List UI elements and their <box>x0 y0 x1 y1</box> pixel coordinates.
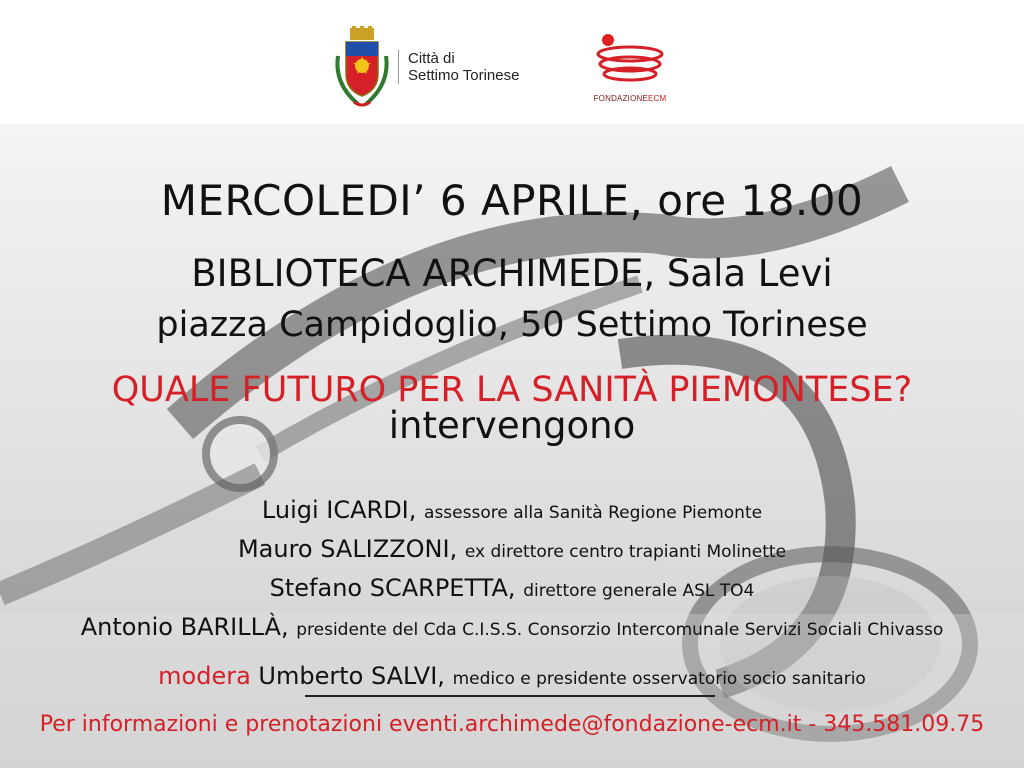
speaker-item <box>0 613 1024 641</box>
speaker-name: Stefano SCARPETTA, <box>269 574 516 602</box>
logo-header <box>0 0 1024 124</box>
city-name <box>408 50 519 84</box>
city-name-line1: Città di <box>408 50 455 67</box>
fondazione-ecm-logo-icon <box>588 28 672 88</box>
speaker-role: assessore alla Sanità Regione Piemonte <box>424 503 763 523</box>
speaker-name: Luigi ICARDI, <box>261 496 417 524</box>
info-contact[interactable]: Per informazioni e prenotazioni eventi.archimede@fondazione-ecm.it - 345.581.09.75 <box>39 712 985 737</box>
fond-name: FONDAZIONE <box>593 94 649 103</box>
fond-ecm-cm: CM <box>653 94 667 103</box>
moderator-name: Umberto SALVI, <box>258 662 445 690</box>
speaker-role: direttore generale ASL TO4 <box>523 581 755 601</box>
event-address: piazza Campidoglio, 50 Settimo Torinese <box>156 305 868 345</box>
moderator-line <box>0 662 1024 690</box>
fondazione-ecm-name <box>588 94 672 103</box>
city-coat-of-arms-icon <box>330 26 394 110</box>
speaker-item <box>0 496 1024 524</box>
event-venue: BIBLIOTECA ARCHIMEDE, Sala Levi <box>191 252 833 295</box>
speakers-intro: intervengono <box>388 404 636 447</box>
speaker-role: presidente del Cda C.I.S.S. Consorzio Intercomunale Servizi Sociali Chivasso <box>296 620 944 640</box>
speaker-item <box>0 574 1024 602</box>
divider-rule <box>305 695 715 697</box>
fond-ecm-e: E <box>648 94 654 103</box>
moderator-role: medico e presidente osservatorio socio sanitario <box>452 669 866 689</box>
city-name-line2: Settimo Torinese <box>408 67 520 84</box>
event-title: QUALE FUTURO PER LA SANITÀ PIEMONTESE? <box>111 370 913 410</box>
speaker-name: Mauro SALIZZONI, <box>237 535 458 563</box>
speaker-item <box>0 535 1024 563</box>
speaker-name: Antonio BARILLÀ, <box>80 613 289 641</box>
moderator-label: modera <box>158 662 251 690</box>
event-date: MERCOLEDI’ 6 APRILE, ore 18.00 <box>160 176 864 225</box>
city-logo-divider <box>398 50 399 84</box>
speaker-role: ex direttore centro trapianti Molinette <box>464 542 787 562</box>
